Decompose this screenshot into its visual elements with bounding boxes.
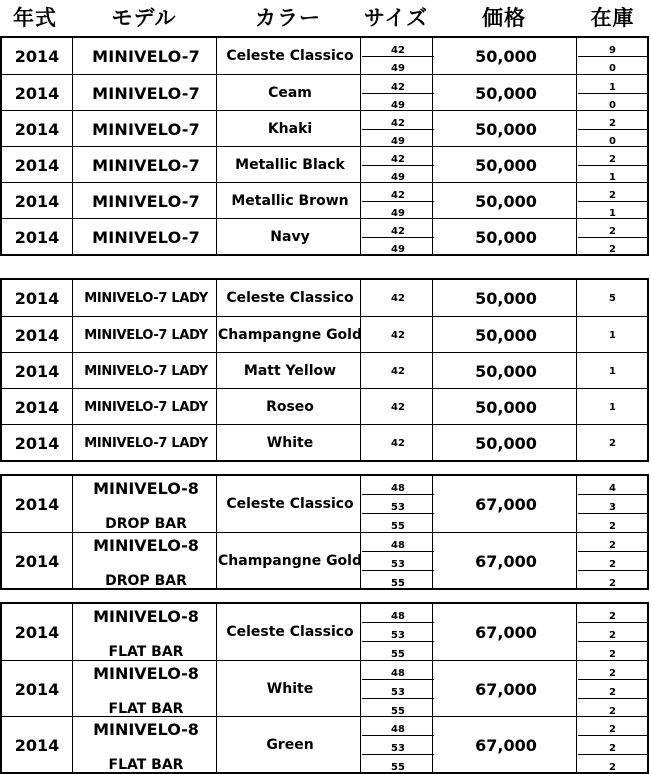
color-cell: Celeste Classico: [226, 290, 354, 306]
table-header: [0, 0, 649, 36]
size-stack: [362, 604, 434, 660]
table-row: [2, 316, 647, 353]
stock-stack: [578, 219, 647, 255]
column-divider: [72, 604, 73, 660]
table-row: [2, 424, 647, 461]
size-value: 49: [362, 129, 434, 148]
stock-stack: [578, 476, 647, 532]
year-cell: 2014: [14, 325, 60, 345]
table-row: [2, 532, 647, 589]
header-stock: 在庫: [590, 6, 635, 30]
model-cell: MINIVELO-7: [92, 227, 200, 247]
size-value: 53: [362, 551, 434, 570]
color-cell: Champangne Gold: [218, 327, 362, 343]
column-divider: [72, 111, 73, 147]
color-cell: Celeste Classico: [226, 624, 354, 640]
model-cell: MINIVELO-7 LADY: [84, 290, 208, 306]
color-cell: Champangne Gold: [218, 553, 362, 569]
column-divider: [72, 147, 73, 183]
price-cell: 67,000: [475, 494, 537, 514]
price-cell: 50,000: [475, 433, 537, 453]
table-group: [0, 36, 649, 256]
table-row: [2, 716, 647, 773]
size-value: 48: [391, 483, 405, 494]
column-divider: [72, 280, 73, 316]
year-cell: 2014: [14, 397, 60, 417]
size-value: 42: [391, 437, 405, 449]
size-value: 42: [391, 225, 405, 237]
size-value: 55: [362, 513, 434, 532]
size-stack: [362, 219, 434, 255]
stock-value: 9: [609, 44, 616, 56]
stock-stack: [578, 717, 647, 773]
table-row: [2, 182, 647, 219]
price-cell: 67,000: [475, 735, 537, 755]
size-stack: [362, 75, 434, 111]
model-cell: MINIVELO-7 LADY: [84, 327, 208, 343]
price-cell: 50,000: [475, 191, 537, 211]
model-cell: MINIVELO-7: [92, 155, 200, 175]
column-divider: [72, 661, 73, 717]
size-stack: [362, 38, 434, 74]
price-cell: 50,000: [475, 119, 537, 139]
year-cell: 2014: [14, 83, 60, 103]
model-variant: DROP BAR: [105, 573, 187, 589]
size-value: 55: [362, 698, 434, 717]
table-row: [2, 352, 647, 389]
stock-value: 2: [578, 551, 647, 570]
table-group: [0, 278, 649, 462]
table-row: [2, 218, 647, 255]
model-cell: MINIVELO-7 LADY: [84, 399, 208, 415]
year-cell: 2014: [14, 288, 60, 308]
size-value: 55: [362, 641, 434, 660]
column-divider: [72, 38, 73, 74]
color-cell: White: [266, 435, 314, 451]
model-name: MINIVELO-8: [93, 536, 199, 555]
price-cell: 50,000: [475, 288, 537, 308]
stock-value: 1: [578, 201, 647, 220]
column-divider: [72, 476, 73, 532]
table-row: [2, 476, 647, 532]
column-divider: [72, 353, 73, 389]
stock-stack: [578, 38, 647, 74]
size-value: 49: [362, 56, 434, 75]
stock-value: 2: [609, 437, 616, 449]
color-cell: Celeste Classico: [226, 496, 354, 512]
size-value: 48: [391, 724, 405, 735]
stock-value: 2: [578, 622, 647, 641]
year-cell: 2014: [14, 433, 60, 453]
stock-value: 2: [609, 117, 616, 129]
size-stack: [362, 533, 434, 589]
model-name: MINIVELO-8: [93, 479, 199, 498]
header-model: モデル: [111, 6, 177, 30]
size-value: 55: [362, 570, 434, 589]
size-value: 42: [391, 329, 405, 341]
column-divider: [72, 75, 73, 111]
color-cell: Celeste Classico: [226, 48, 354, 64]
table-group: [0, 474, 649, 590]
stock-value: 0: [578, 129, 647, 148]
stock-value: 5: [609, 292, 616, 304]
stock-value: 2: [609, 225, 616, 237]
model-name: MINIVELO-8: [93, 664, 199, 683]
size-value: 42: [391, 81, 405, 93]
model-cell: MINIVELO-7: [92, 83, 200, 103]
stock-value: 1: [609, 329, 616, 341]
size-value: 48: [391, 611, 405, 622]
size-value: 42: [391, 292, 405, 304]
header-year: 年式: [13, 6, 57, 30]
size-value: 42: [391, 189, 405, 201]
column-divider: [72, 533, 73, 589]
stock-stack: [578, 604, 647, 660]
price-cell: 50,000: [475, 397, 537, 417]
year-cell: 2014: [14, 679, 60, 699]
price-cell: 50,000: [475, 227, 537, 247]
size-stack: [362, 661, 434, 717]
table-group: [0, 602, 649, 774]
stock-value: 2: [609, 668, 616, 679]
size-value: 42: [391, 365, 405, 377]
price-cell: 67,000: [475, 551, 537, 571]
color-cell: Ceam: [268, 85, 312, 101]
model-cell: [74, 717, 218, 773]
price-cell: 50,000: [475, 46, 537, 66]
price-cell: 50,000: [475, 155, 537, 175]
price-cell: 67,000: [475, 679, 537, 699]
size-value: 53: [362, 679, 434, 698]
color-cell: Green: [266, 737, 314, 753]
year-cell: 2014: [14, 155, 60, 175]
header-price: 価格: [482, 6, 526, 30]
size-value: 49: [362, 237, 434, 256]
stock-value: 2: [609, 611, 616, 622]
size-value: 42: [391, 401, 405, 413]
table-row: [2, 110, 647, 147]
column-divider: [72, 317, 73, 353]
stock-stack: [578, 147, 647, 183]
stock-stack: [578, 183, 647, 219]
model-name: MINIVELO-8: [93, 720, 199, 739]
size-value: 55: [362, 754, 434, 773]
size-value: 53: [362, 494, 434, 513]
stock-value: 2: [578, 237, 647, 256]
stock-value: 2: [578, 698, 647, 717]
year-cell: 2014: [14, 551, 60, 571]
size-value: 53: [362, 622, 434, 641]
color-cell: Khaki: [267, 121, 313, 137]
price-cell: 67,000: [475, 622, 537, 642]
model-cell: [74, 661, 218, 717]
color-cell: Metallic Black: [235, 157, 345, 173]
stock-value: 2: [609, 724, 616, 735]
size-value: 42: [391, 153, 405, 165]
size-value: 42: [391, 44, 405, 56]
year-cell: 2014: [14, 46, 60, 66]
model-cell: [74, 476, 218, 532]
table-row: [2, 388, 647, 425]
stock-value: 2: [609, 189, 616, 201]
color-cell: Matt Yellow: [243, 363, 337, 379]
column-divider: [72, 389, 73, 425]
color-cell: Roseo: [266, 399, 314, 415]
size-value: 48: [391, 540, 405, 551]
stock-stack: [578, 661, 647, 717]
stock-value: 2: [578, 641, 647, 660]
model-name: MINIVELO-8: [93, 607, 199, 626]
stock-value: 2: [578, 679, 647, 698]
size-stack: [362, 147, 434, 183]
model-variant: FLAT BAR: [108, 644, 184, 660]
stock-value: 2: [578, 735, 647, 754]
size-stack: [362, 183, 434, 219]
year-cell: 2014: [14, 227, 60, 247]
header-size: サイズ: [363, 6, 429, 30]
stock-stack: [578, 111, 647, 147]
size-value: 48: [391, 668, 405, 679]
model-cell: MINIVELO-7: [92, 191, 200, 211]
table-row: [2, 280, 647, 316]
stock-value: 2: [578, 513, 647, 532]
year-cell: 2014: [14, 191, 60, 211]
stock-value: 0: [578, 56, 647, 75]
stock-value: 2: [578, 754, 647, 773]
stock-stack: [578, 75, 647, 111]
year-cell: 2014: [14, 735, 60, 755]
price-cell: 50,000: [475, 83, 537, 103]
size-value: 42: [391, 117, 405, 129]
stock-value: 2: [578, 570, 647, 589]
stock-value: 4: [609, 483, 616, 494]
stock-value: 0: [578, 93, 647, 112]
model-variant: FLAT BAR: [108, 757, 184, 773]
model-cell: [74, 604, 218, 660]
table-row: [2, 604, 647, 660]
year-cell: 2014: [14, 361, 60, 381]
column-divider: [72, 717, 73, 773]
table-row: [2, 38, 647, 74]
price-cell: 50,000: [475, 325, 537, 345]
size-value: 49: [362, 165, 434, 184]
year-cell: 2014: [14, 119, 60, 139]
price-cell: 50,000: [475, 361, 537, 381]
size-value: 53: [362, 735, 434, 754]
year-cell: 2014: [14, 622, 60, 642]
table-row: [2, 74, 647, 111]
size-value: 49: [362, 201, 434, 220]
stock-value: 2: [609, 153, 616, 165]
stock-value: 2: [609, 540, 616, 551]
size-stack: [362, 111, 434, 147]
stock-value: 1: [609, 401, 616, 413]
size-stack: [362, 717, 434, 773]
model-variant: FLAT BAR: [108, 701, 184, 717]
model-cell: MINIVELO-7 LADY: [84, 435, 208, 451]
color-cell: Navy: [270, 229, 310, 245]
color-cell: White: [266, 681, 314, 697]
model-cell: MINIVELO-7 LADY: [84, 363, 208, 379]
table-row: [2, 146, 647, 183]
column-divider: [72, 183, 73, 219]
stock-value: 3: [578, 494, 647, 513]
stock-value: 1: [609, 365, 616, 377]
year-cell: 2014: [14, 494, 60, 514]
stock-stack: [578, 533, 647, 589]
stock-value: 1: [578, 165, 647, 184]
stock-value: 1: [609, 81, 616, 93]
column-divider: [72, 219, 73, 255]
column-divider: [72, 425, 73, 461]
model-variant: DROP BAR: [105, 516, 187, 532]
model-cell: MINIVELO-7: [92, 119, 200, 139]
size-value: 49: [362, 93, 434, 112]
model-cell: MINIVELO-7: [92, 46, 200, 66]
model-cell: [74, 533, 218, 589]
table-row: [2, 660, 647, 717]
color-cell: Metallic Brown: [231, 193, 349, 209]
size-stack: [362, 476, 434, 532]
header-color: カラー: [255, 6, 321, 30]
